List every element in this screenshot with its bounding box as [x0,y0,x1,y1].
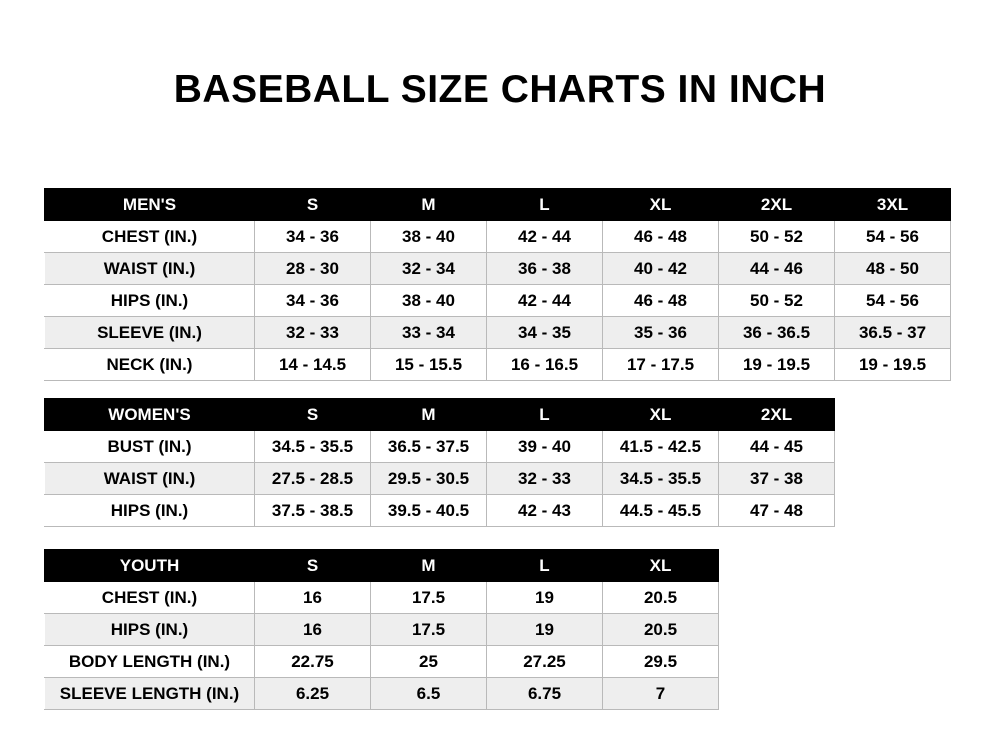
cell-value: 48 - 50 [835,253,951,285]
cell-value: 42 - 44 [487,285,603,317]
row-label: HIPS (IN.) [45,614,255,646]
table-row [45,646,719,678]
cell-value: 42 - 43 [487,495,603,527]
womens-header-category: WOMEN'S [45,399,255,431]
youth-header-category: YOUTH [45,550,255,582]
table-row [45,678,719,710]
cell-value: 7 [603,678,719,710]
mens-chart-header [45,189,951,221]
table-row [45,221,951,253]
youth-size-chart [44,549,719,710]
cell-value: 50 - 52 [719,285,835,317]
row-label: BODY LENGTH (IN.) [45,646,255,678]
row-label: CHEST (IN.) [45,582,255,614]
youth-header-m: M [371,550,487,582]
table-row [45,285,951,317]
youth-chart-body [45,582,719,710]
row-label: WAIST (IN.) [45,463,255,495]
cell-value: 6.5 [371,678,487,710]
mens-header-category: MEN'S [45,189,255,221]
cell-value: 6.75 [487,678,603,710]
womens-header-s: S [255,399,371,431]
cell-value: 16 [255,614,371,646]
cell-value: 32 - 33 [255,317,371,349]
cell-value: 34.5 - 35.5 [603,463,719,495]
cell-value: 22.75 [255,646,371,678]
table-row [45,495,835,527]
cell-value: 40 - 42 [603,253,719,285]
cell-value: 28 - 30 [255,253,371,285]
youth-header-xl: XL [603,550,719,582]
table-row [45,582,719,614]
cell-value: 46 - 48 [603,221,719,253]
cell-value: 41.5 - 42.5 [603,431,719,463]
cell-value: 15 - 15.5 [371,349,487,381]
cell-value: 37 - 38 [719,463,835,495]
cell-value: 54 - 56 [835,221,951,253]
row-label: HIPS (IN.) [45,495,255,527]
cell-value: 33 - 34 [371,317,487,349]
page-title: BASEBALL SIZE CHARTS IN INCH [173,68,827,111]
cell-value: 19 - 19.5 [835,349,951,381]
cell-value: 47 - 48 [719,495,835,527]
mens-header-m: M [371,189,487,221]
cell-value: 19 - 19.5 [719,349,835,381]
womens-size-chart [44,398,835,527]
cell-value: 16 - 16.5 [487,349,603,381]
cell-value: 36.5 - 37.5 [371,431,487,463]
row-label: HIPS (IN.) [45,285,255,317]
table-header-row [45,550,719,582]
cell-value: 35 - 36 [603,317,719,349]
table-row [45,349,951,381]
table-row [45,463,835,495]
row-label: SLEEVE (IN.) [45,317,255,349]
cell-value: 54 - 56 [835,285,951,317]
cell-value: 20.5 [603,614,719,646]
cell-value: 29.5 [603,646,719,678]
cell-value: 36 - 38 [487,253,603,285]
row-label: NECK (IN.) [45,349,255,381]
youth-header-s: S [255,550,371,582]
table-row [45,253,951,285]
mens-size-chart [44,188,951,381]
cell-value: 34.5 - 35.5 [255,431,371,463]
womens-header-l: L [487,399,603,431]
row-label: BUST (IN.) [45,431,255,463]
mens-header-l: L [487,189,603,221]
womens-chart-body [45,431,835,527]
cell-value: 42 - 44 [487,221,603,253]
mens-header-s: S [255,189,371,221]
cell-value: 36.5 - 37 [835,317,951,349]
cell-value: 38 - 40 [371,221,487,253]
cell-value: 34 - 36 [255,221,371,253]
cell-value: 20.5 [603,582,719,614]
cell-value: 17.5 [371,582,487,614]
table-row [45,614,719,646]
mens-header-2xl: 2XL [719,189,835,221]
cell-value: 17.5 [371,614,487,646]
cell-value: 27.25 [487,646,603,678]
cell-value: 32 - 33 [487,463,603,495]
cell-value: 44 - 45 [719,431,835,463]
cell-value: 50 - 52 [719,221,835,253]
cell-value: 37.5 - 38.5 [255,495,371,527]
table-header-row [45,189,951,221]
womens-chart-header [45,399,835,431]
mens-header-xl: XL [603,189,719,221]
youth-chart-header [45,550,719,582]
womens-header-2xl: 2XL [719,399,835,431]
cell-value: 16 [255,582,371,614]
mens-chart-body [45,221,951,381]
cell-value: 39.5 - 40.5 [371,495,487,527]
table-header-row [45,399,835,431]
cell-value: 44 - 46 [719,253,835,285]
cell-value: 14 - 14.5 [255,349,371,381]
cell-value: 39 - 40 [487,431,603,463]
mens-header-3xl: 3XL [835,189,951,221]
cell-value: 46 - 48 [603,285,719,317]
womens-header-xl: XL [603,399,719,431]
row-label: SLEEVE LENGTH (IN.) [45,678,255,710]
cell-value: 19 [487,582,603,614]
cell-value: 19 [487,614,603,646]
cell-value: 36 - 36.5 [719,317,835,349]
cell-value: 29.5 - 30.5 [371,463,487,495]
cell-value: 27.5 - 28.5 [255,463,371,495]
row-label: CHEST (IN.) [45,221,255,253]
cell-value: 34 - 36 [255,285,371,317]
cell-value: 25 [371,646,487,678]
row-label: WAIST (IN.) [45,253,255,285]
table-row [45,317,951,349]
cell-value: 38 - 40 [371,285,487,317]
cell-value: 17 - 17.5 [603,349,719,381]
cell-value: 6.25 [255,678,371,710]
womens-header-m: M [371,399,487,431]
cell-value: 32 - 34 [371,253,487,285]
youth-header-l: L [487,550,603,582]
table-row [45,431,835,463]
cell-value: 44.5 - 45.5 [603,495,719,527]
cell-value: 34 - 35 [487,317,603,349]
